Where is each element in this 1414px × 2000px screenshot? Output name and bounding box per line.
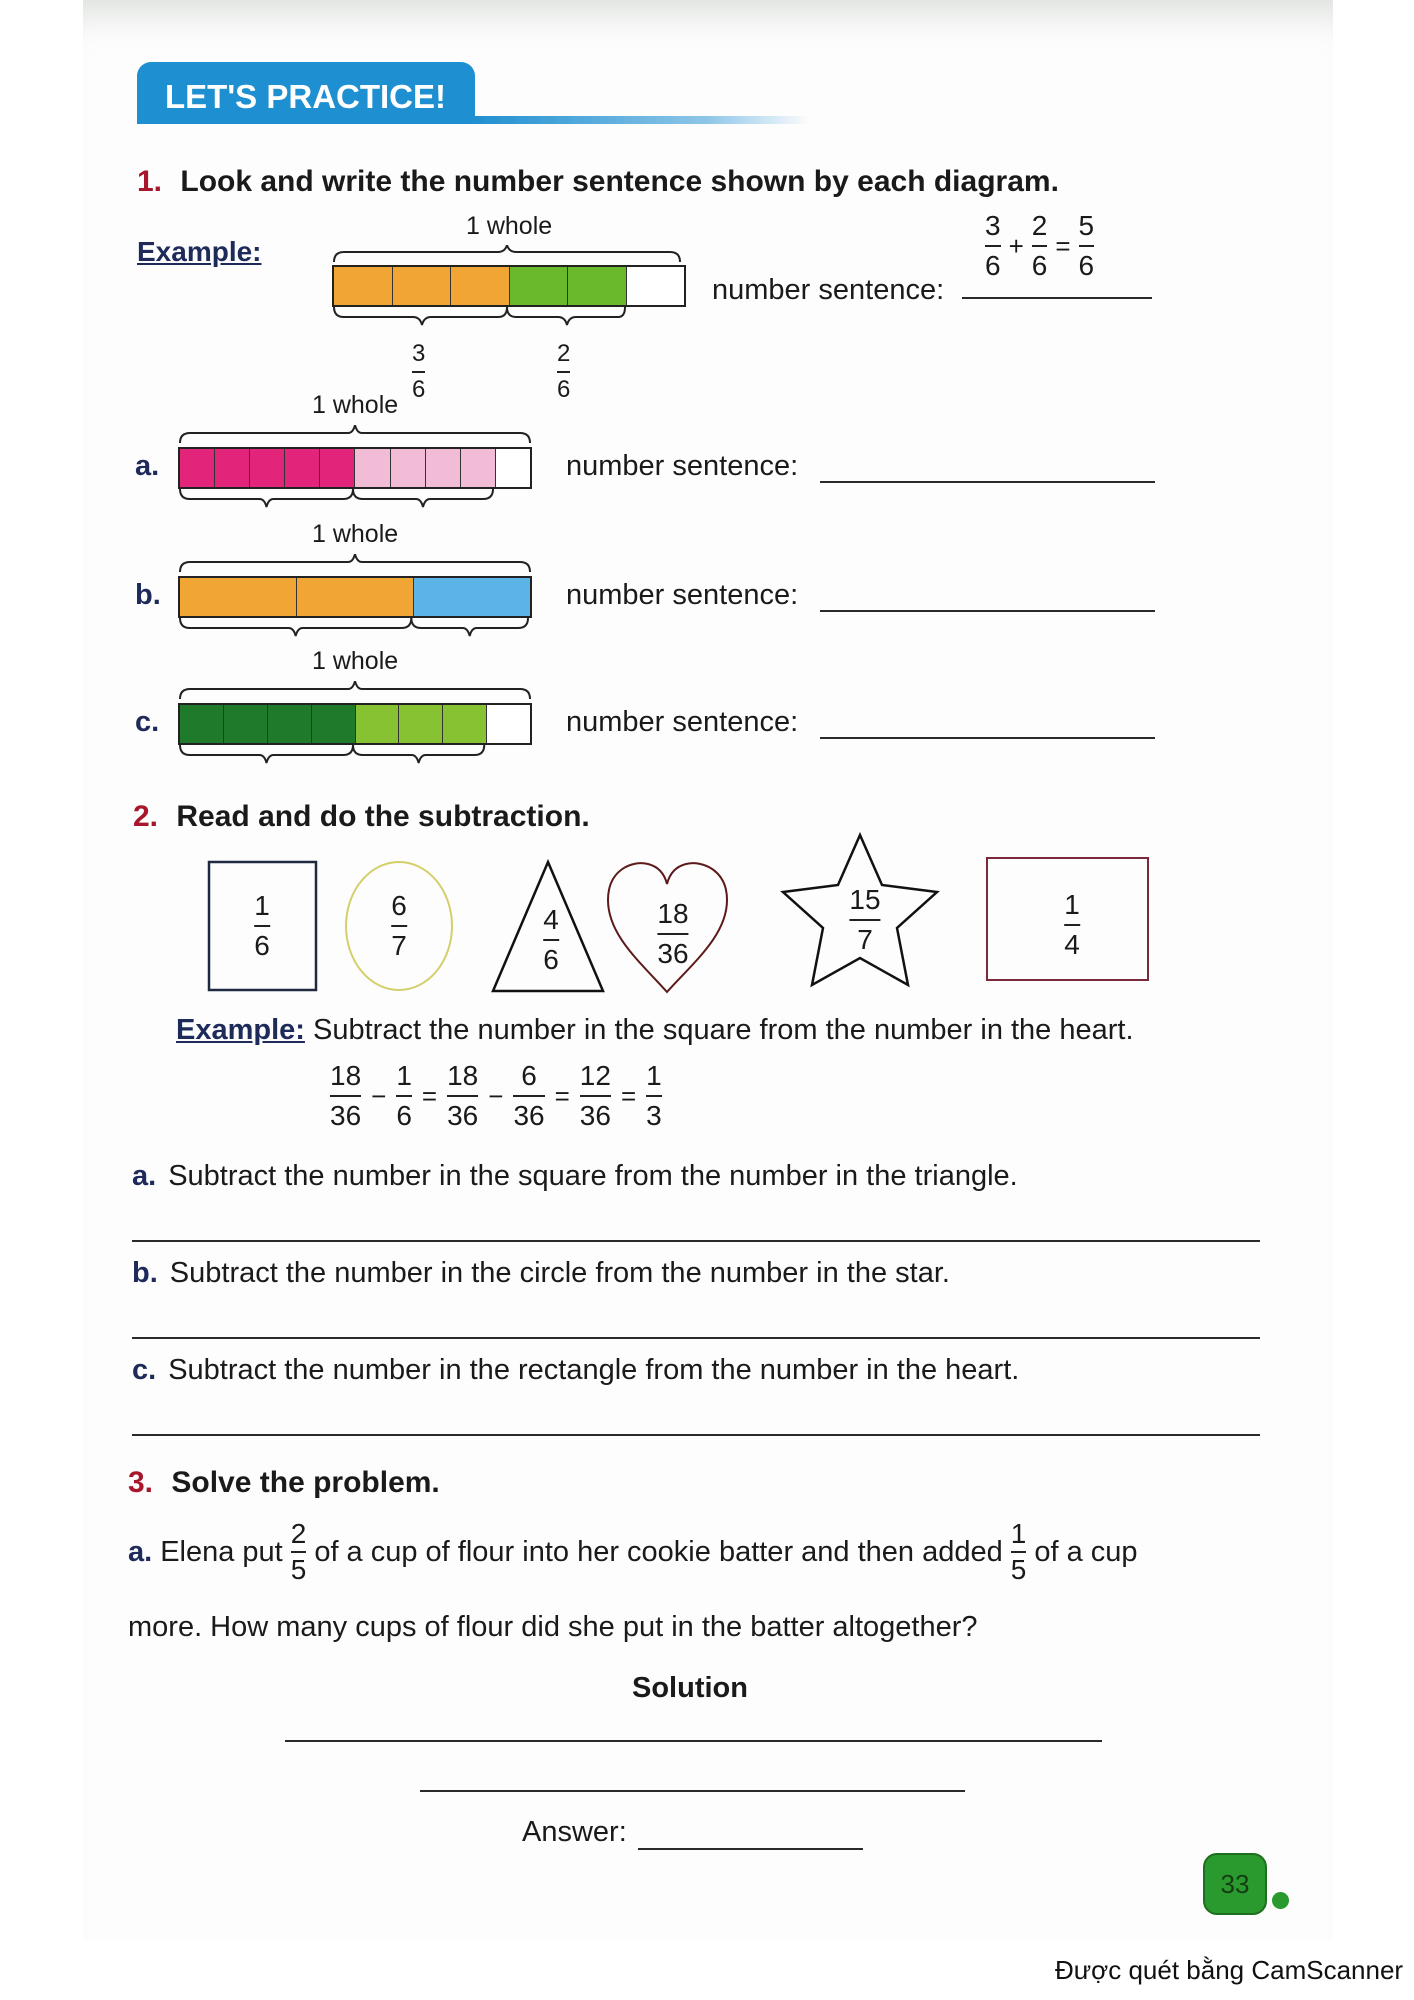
q3-fraction-2 — [1011, 1520, 1027, 1584]
page-number-badge — [1203, 1853, 1267, 1915]
fraction-bar — [391, 925, 407, 927]
equals-sign: = — [620, 1080, 637, 1111]
denominator: 5 — [290, 1554, 307, 1585]
denominator: 36 — [513, 1100, 545, 1131]
q3-item-label: a. — [128, 1535, 153, 1568]
q2-item — [132, 1257, 950, 1290]
q2-item-label: c. — [132, 1354, 157, 1386]
whole-label: 1 whole — [312, 391, 399, 419]
numerator: 1 — [396, 1060, 412, 1091]
q1-item-label: a. — [135, 450, 160, 482]
numerator: 1 — [254, 890, 270, 921]
page-number: 33 — [1220, 1868, 1250, 1899]
q2-item-label: a. — [132, 1160, 157, 1192]
q3-problem-line1 — [128, 1520, 1138, 1584]
q2-answer-line[interactable] — [132, 1434, 1260, 1436]
q2-number: 2. — [133, 800, 159, 833]
numerator: 6 — [521, 1060, 537, 1091]
q3-text-1: Elena put — [160, 1535, 283, 1568]
equals-sign: = — [1055, 230, 1071, 261]
triangle-fraction — [543, 906, 559, 974]
numerator: 3 — [985, 210, 1001, 241]
fraction — [580, 1062, 611, 1130]
denominator: 6 — [1078, 250, 1095, 281]
denominator: 7 — [857, 924, 873, 955]
number-sentence-label: number sentence: — [566, 706, 799, 738]
q1-item-label: b. — [135, 579, 161, 611]
denominator: 6 — [412, 376, 426, 403]
q2-item-label: b. — [132, 1257, 158, 1289]
q2-item — [132, 1160, 1018, 1193]
denominator: 3 — [646, 1100, 662, 1131]
numerator: 1 — [1010, 1518, 1027, 1549]
fraction-bar — [849, 919, 880, 921]
fraction-bar — [513, 1095, 544, 1097]
circle-fraction — [391, 892, 407, 960]
q2-item — [132, 1354, 1019, 1387]
number-sentence-label: number sentence: — [566, 579, 799, 611]
fraction — [447, 1062, 478, 1130]
denominator: 5 — [1010, 1554, 1027, 1585]
denominator: 36 — [657, 938, 689, 969]
numerator: 1 — [646, 1060, 662, 1091]
q2-example-equation — [330, 1062, 662, 1130]
denominator: 36 — [579, 1100, 611, 1131]
denominator: 36 — [447, 1100, 479, 1131]
fraction-bar — [1011, 1551, 1027, 1553]
denominator: 36 — [330, 1100, 362, 1131]
equals-sign: = — [421, 1080, 438, 1111]
numerator: 2 — [557, 340, 571, 367]
numerator: 4 — [543, 904, 559, 935]
denominator: 6 — [1031, 250, 1048, 281]
q1-title: Look and write the number sentence shown by each diagram. — [180, 165, 1059, 198]
q2-item-text: Subtract the number in the rectangle from the number in the heart. — [168, 1354, 1020, 1386]
example-sentence-label: number sentence: — [712, 274, 945, 306]
star-fraction — [849, 886, 880, 954]
banner-title: LET'S PRACTICE! — [165, 78, 447, 115]
whole-label: 1 whole — [312, 647, 399, 675]
q3-text-2: of a cup of flour into her cookie batter and then added — [314, 1535, 1003, 1568]
fraction — [646, 1062, 662, 1130]
fraction — [330, 1062, 361, 1130]
solution-label: Solution — [632, 1672, 748, 1704]
q3-fraction-1 — [291, 1520, 307, 1584]
numerator: 2 — [290, 1518, 307, 1549]
whole-label: 1 whole — [466, 212, 553, 240]
fraction-bar — [447, 1095, 478, 1097]
q2-example — [176, 1014, 1134, 1047]
fraction-bar — [254, 925, 270, 927]
fraction — [396, 1062, 412, 1130]
numerator: 15 — [849, 884, 881, 915]
fraction-bar — [646, 1095, 662, 1097]
q1-example-label: Example: — [137, 236, 262, 267]
fraction-bar — [580, 1095, 611, 1097]
fraction — [513, 1062, 544, 1130]
denominator: 6 — [396, 1100, 412, 1131]
q2-item-text: Subtract the number in the circle from the number in the star. — [169, 1257, 950, 1289]
solution-line-1[interactable] — [285, 1740, 1102, 1742]
denominator: 6 — [543, 944, 559, 975]
numerator: 2 — [1031, 210, 1048, 241]
q1-number: 1. — [137, 165, 163, 198]
q3-number: 3. — [128, 1466, 154, 1499]
plus-sign: + — [1008, 230, 1024, 261]
q2-example-text: Subtract the number in the square from the number in the heart. — [313, 1014, 1134, 1046]
q3-title: Solve the problem. — [171, 1466, 440, 1499]
numerator: 12 — [579, 1060, 611, 1091]
fraction-bar — [657, 933, 688, 935]
rectangle-fraction — [1064, 891, 1080, 959]
q3-heading — [128, 1466, 440, 1500]
whole-label: 1 whole — [312, 520, 399, 548]
denominator: 6 — [254, 930, 270, 961]
answer-label: Answer: — [522, 1816, 627, 1848]
fraction-bar — [291, 1551, 307, 1553]
answer-line[interactable] — [638, 1848, 863, 1850]
solution-line-2[interactable] — [420, 1790, 965, 1792]
number-sentence-label: number sentence: — [566, 450, 799, 482]
denominator: 7 — [391, 930, 407, 961]
numerator: 3 — [412, 340, 426, 367]
camscanner-watermark: Được quét bằng CamScanner — [1055, 1955, 1404, 1985]
q2-example-label: Example: — [176, 1014, 305, 1046]
heart-fraction — [657, 900, 688, 968]
square-fraction — [254, 892, 270, 960]
q2-title: Read and do the subtraction. — [176, 800, 590, 833]
q3-text-4: more. How many cups of flour did she put in the batter altogether? — [128, 1611, 978, 1643]
q2-item-text: Subtract the number in the square from the number in the triangle. — [168, 1160, 1018, 1192]
fraction-bar — [1064, 924, 1080, 926]
minus-sign: − — [371, 1080, 387, 1111]
fraction-bar — [330, 1095, 361, 1097]
q1-item-label: c. — [135, 706, 160, 738]
q3-text-3: of a cup — [1034, 1535, 1138, 1568]
numerator: 6 — [391, 890, 407, 921]
q2-answer-line[interactable] — [132, 1337, 1260, 1339]
numerator: 5 — [1078, 210, 1095, 241]
fraction-bar — [396, 1095, 412, 1097]
numerator: 18 — [657, 898, 689, 929]
numerator: 18 — [330, 1060, 362, 1091]
minus-sign: − — [488, 1080, 504, 1111]
numerator: 1 — [1064, 889, 1080, 920]
numerator: 18 — [447, 1060, 479, 1091]
page-dot-icon — [1272, 1892, 1289, 1909]
q2-answer-line[interactable] — [132, 1240, 1260, 1242]
denominator: 6 — [557, 376, 571, 403]
denominator: 4 — [1064, 929, 1080, 960]
fraction-bar — [543, 939, 559, 941]
denominator: 6 — [985, 250, 1001, 281]
equals-sign: = — [554, 1080, 570, 1111]
